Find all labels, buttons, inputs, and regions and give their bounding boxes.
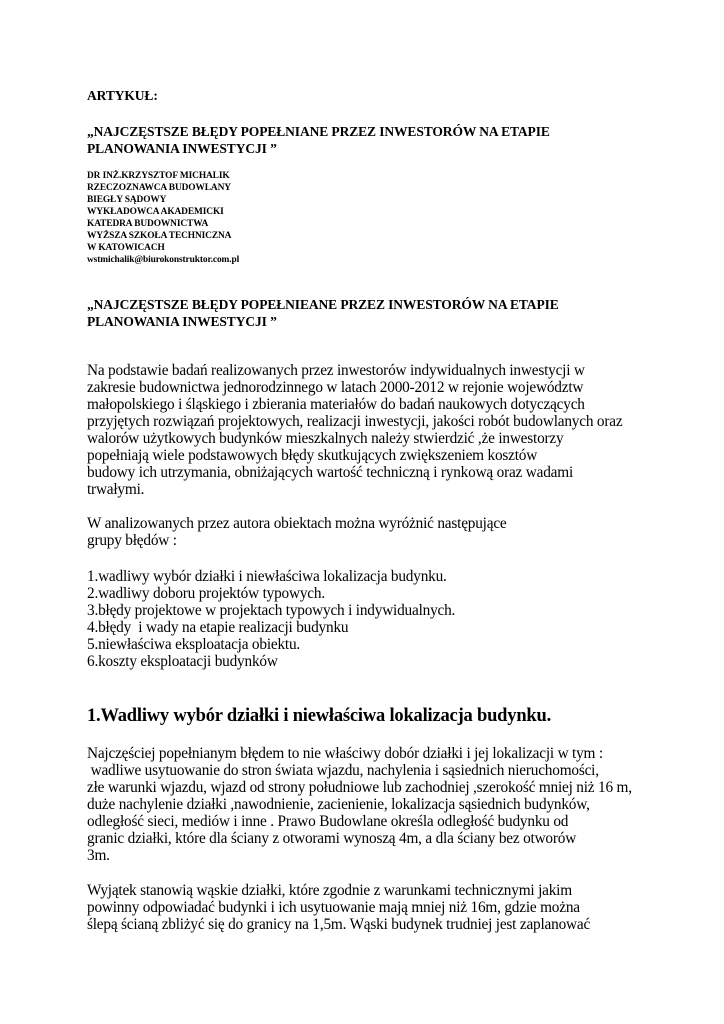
author-role: RZECZOZNAWCA BUDOWLANY — [87, 183, 231, 193]
author-name: DR INŻ.KRZYSZTOF MICHALIK — [87, 171, 230, 181]
paragraph-line: złe warunki wjazdu, wjazd od strony południowe lub zachodniej ,szerokość mniej niż 16 m, — [87, 779, 632, 796]
section-heading: 1.Wadliwy wybór działki i niewłaściwa lokalizacja budynku. — [87, 706, 552, 726]
author-role: WYKŁADOWCA AKADEMICKI — [87, 207, 224, 217]
title-top-line: „NAJCZĘSTSZE BŁĘDY POPEŁNIANE PRZEZ INWESTORÓW NA ETAPIE — [87, 124, 550, 139]
paragraph-line: odległość sieci, mediów i inne . Prawo Budowlane określa odległość budynku od — [87, 813, 569, 830]
paragraph-line: powinny odpowiadać budynki i ich usytuowanie mają mniej niż 16m, gdzie można — [87, 899, 580, 916]
paragraph-line: granic działki, które dla ściany z otworami wynoszą 4m, a dla ściany bez otworów — [87, 830, 577, 847]
author-email: wstmichalik@biurokonstruktor.com.pl — [87, 255, 240, 265]
paragraph-line: małopolskiego i śląskiego i zbierania materiałów do badań naukowych dotyczących — [87, 396, 585, 413]
paragraph-line: budowy ich utrzymania, obniżających wartość techniczną i rynkową oraz wadami — [87, 464, 573, 481]
paragraph-line: Na podstawie badań realizowanych przez inwestorów indywidualnych inwestycji w — [87, 362, 585, 379]
author-affiliation: WYŻSZA SZKOŁA TECHNICZNA — [87, 231, 232, 241]
title-top-line: PLANOWANIA INWESTYCJI ” — [87, 141, 277, 156]
author-affiliation: W KATOWICACH — [87, 243, 165, 253]
list-item: 6.koszty eksploatacji budynków — [87, 653, 278, 670]
list-item: 2.wadliwy doboru projektów typowych. — [87, 585, 325, 602]
paragraph-line: grupy błędów : — [87, 532, 177, 549]
paragraph-line: przyjętych rozwiązań projektowych, realizacji inwestycji, jakości robót budowlanych oraz — [87, 413, 623, 430]
paragraph-line: popełniają wiele podstawowych błędy skutkujących zwiększeniem kosztów — [87, 447, 538, 464]
paragraph-line: W analizowanych przez autora obiektach można wyróżnić następujące — [87, 515, 507, 532]
paragraph-line: Najczęściej popełnianym błędem to nie właściwy dobór działki i jej lokalizacji w tym : — [87, 745, 603, 762]
list-item: 1.wadliwy wybór działki i niewłaściwa lokalizacja budynku. — [87, 568, 447, 585]
paragraph-line: duże nachylenie działki ,nawodnienie, zacienienie, lokalizacja sąsiednich budynków, — [87, 796, 590, 813]
list-item: 3.błędy projektowe w projektach typowych i indywidualnych. — [87, 602, 456, 619]
paragraph-line: 3m. — [87, 847, 110, 864]
list-item: 5.niewłaściwa eksploatacja obiektu. — [87, 636, 301, 653]
list-item: 4.błędy i wady na etapie realizacji budynku — [87, 619, 349, 636]
paragraph-line: ślepą ścianą zbliżyć się do granicy na 1,5m. Wąski budynek trudniej jest zaplanować — [87, 916, 591, 933]
author-role: BIEGŁY SĄDOWY — [87, 195, 167, 205]
article-label: ARTYKUŁ: — [87, 88, 158, 103]
paragraph-line: wadliwe usytuowanie do stron świata wjazdu, nachylenia i sąsiednich nieruchomości, — [87, 762, 599, 779]
paragraph-line: Wyjątek stanowią wąskie działki, które zgodnie z warunkami technicznymi jakim — [87, 882, 572, 899]
paragraph-line: trwałymi. — [87, 481, 145, 498]
author-affiliation: KATEDRA BUDOWNICTWA — [87, 219, 209, 229]
title-repeat-line: „NAJCZĘSTSZE BŁĘDY POPEŁNIEANE PRZEZ INWESTORÓW NA ETAPIE — [87, 297, 559, 312]
paragraph-line: zakresie budownictwa jednorodzinnego w latach 2000-2012 w rejonie województw — [87, 379, 584, 396]
title-repeat-line: PLANOWANIA INWESTYCJI ” — [87, 314, 277, 329]
paragraph-line: walorów użytkowych budynków mieszkalnych należy stwierdzić ,że inwestorzy — [87, 430, 564, 447]
